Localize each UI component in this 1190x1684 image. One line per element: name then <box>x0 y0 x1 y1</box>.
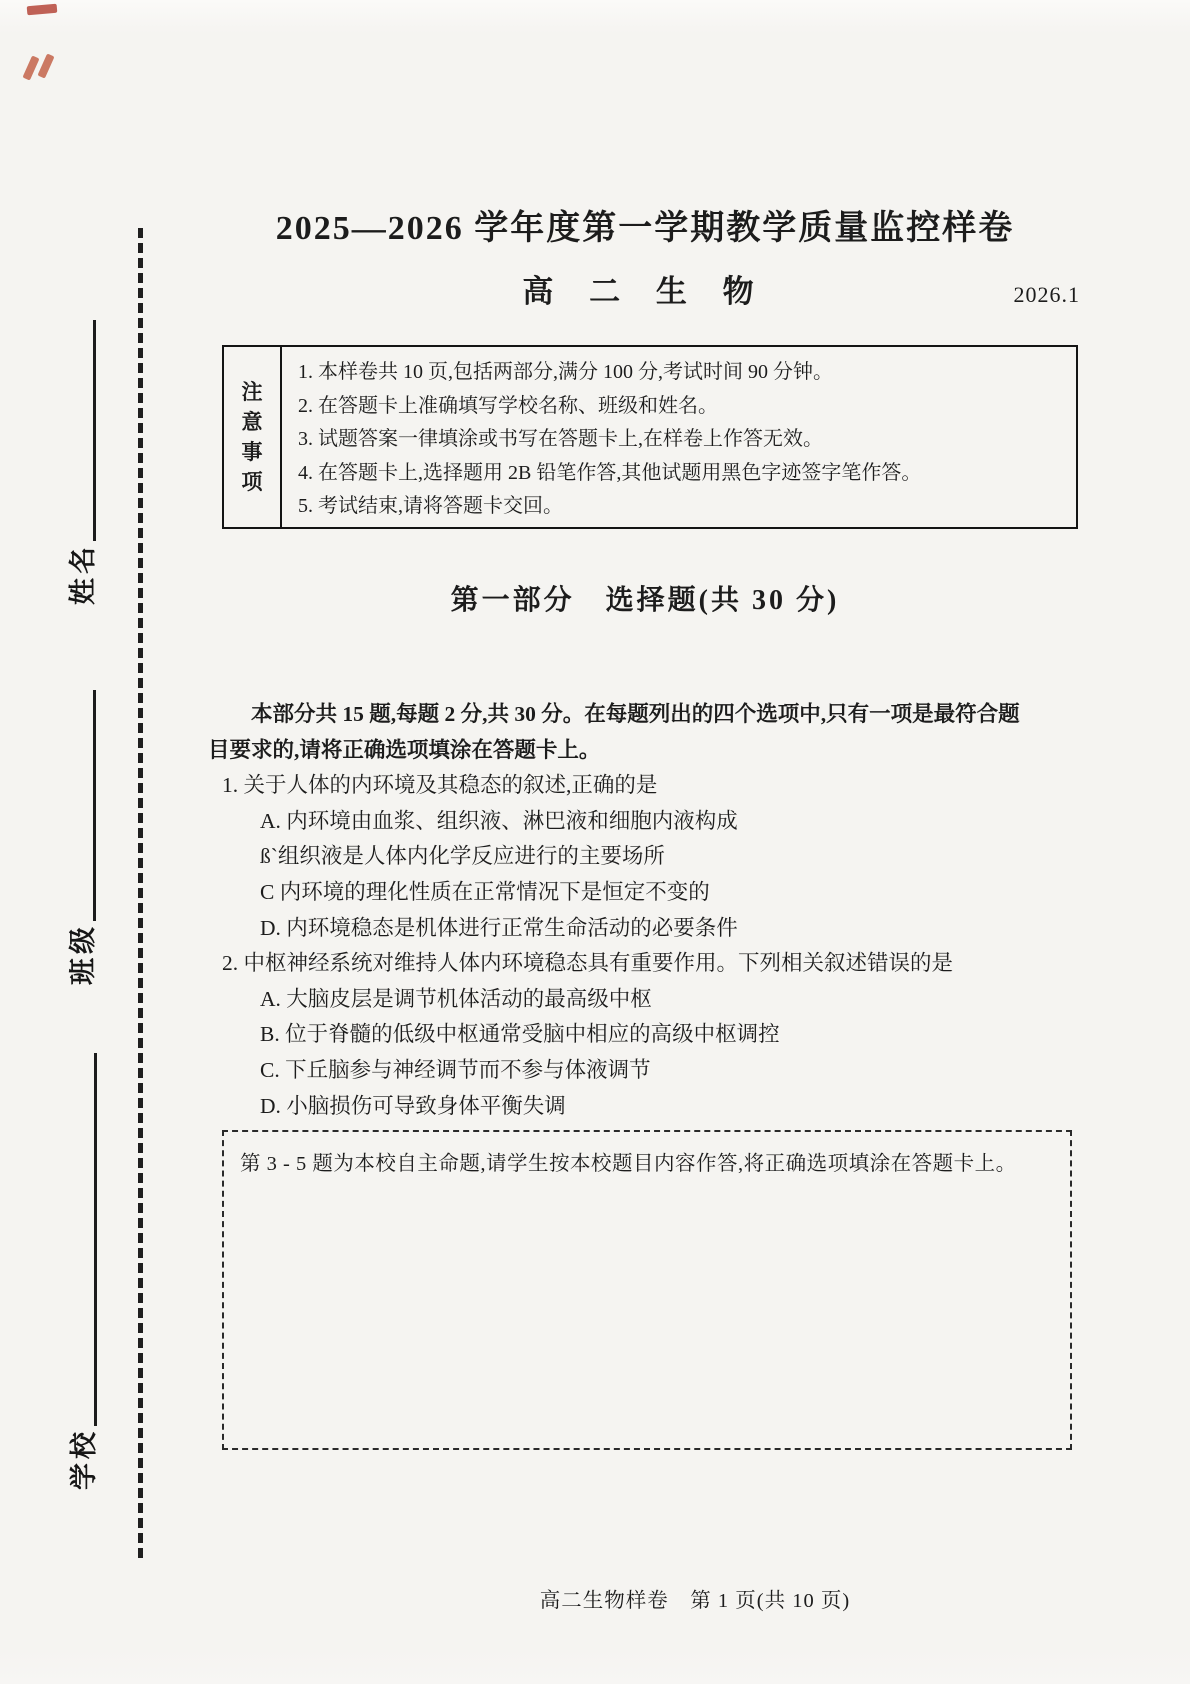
subject-title: 高 二 生 物 <box>522 274 768 309</box>
notice-item: 5. 考试结束,请将答题卡交回。 <box>298 495 563 517</box>
self-authored-note-text: 第 3 - 5 题为本校自主命题,请学生按本校题目内容作答,将正确选项填涂在答题卡上。 <box>240 1153 1017 1175</box>
notice-label: 注意事项 <box>241 380 263 494</box>
exam-date: 2026.1 <box>1013 282 1080 307</box>
page-footer: 高二生物样卷 第 1 页(共 10 页) <box>539 1590 851 1612</box>
question-column <box>208 697 1098 1124</box>
question-1-number: 1. <box>222 773 239 798</box>
question-2-stem-text: 中枢神经系统对维持人体内环境稳态具有重要作用。下列相关叙述错误的是 <box>243 951 954 976</box>
notice-item: 4. 在答题卡上,选择题用 2B 铅笔作答,其他试题用黑色字迹签字笔作答。 <box>298 461 922 484</box>
section-intro-line: 本部分共 15 题,每题 2 分,共 30 分。在每题列出的四个选项中,只有一项是最符合题 <box>251 702 1020 726</box>
notice-item: 2. 在答题卡上准确填写学校名称、班级和姓名。 <box>298 394 718 417</box>
question-2-option-d: D. 小脑损伤可导致身体平衡失调 <box>260 1093 566 1118</box>
question-2-option-a: A. 大脑皮层是调节机体活动的最高级中枢 <box>260 986 652 1011</box>
question-2-number: 2. <box>222 951 239 976</box>
notice-item: 3. 试题答案一律填涂或书写在答题卡上,在样卷上作答无效。 <box>298 428 823 450</box>
question-1-option-d: D. 内环境稳态是机体进行正常生命活动的必要条件 <box>260 915 738 940</box>
red-scan-mark <box>22 55 39 80</box>
class-label: 班级 <box>68 923 98 985</box>
question-2-stem <box>208 946 1098 982</box>
question-1-stem <box>208 768 1098 804</box>
school-label: 学校 <box>69 1428 99 1490</box>
class-blank-line <box>93 690 96 921</box>
notice-box <box>222 345 1078 529</box>
self-authored-note-box <box>222 1130 1072 1450</box>
page-title: 2025—2026 学年度第一学期教学质量监控样卷 <box>275 210 1015 247</box>
name-blank-field <box>64 320 100 605</box>
name-blank-line <box>93 320 96 541</box>
binding-dashed-line <box>138 228 143 1558</box>
question-1-stem-text: 关于人体的内环境及其稳态的叙述,正确的是 <box>243 773 658 798</box>
class-blank-field <box>64 690 100 985</box>
red-scan-mark <box>27 4 58 16</box>
school-blank-line <box>94 1053 97 1426</box>
notice-item: 1. 本样卷共 10 页,包括两部分,满分 100 分,考试时间 90 分钟。 <box>298 361 833 383</box>
exam-page <box>150 0 1140 1684</box>
name-label: 姓名 <box>68 543 98 605</box>
notice-label-cell <box>224 347 282 527</box>
question-2-option-c: C. 下丘脑参与神经调节而不参与体液调节 <box>260 1057 651 1082</box>
question-1-option-c: C 内环境的理化性质在正常情况下是恒定不变的 <box>260 879 710 904</box>
question-1-option-b: ß`组织液是人体内化学反应进行的主要场所 <box>260 844 665 869</box>
section-intro-line: 目要求的,请将正确选项填涂在答题卡上。 <box>208 737 601 762</box>
red-scan-mark <box>37 53 54 78</box>
section-heading: 第一部分 选择题(共 30 分) <box>450 585 840 616</box>
question-2-option-b: B. 位于脊髓的低级中枢通常受脑中相应的高级中枢调控 <box>260 1022 780 1047</box>
school-blank-field <box>65 1053 101 1490</box>
notice-items <box>282 347 1076 527</box>
question-1-option-a: A. 内环境由血浆、组织液、淋巴液和细胞内液构成 <box>260 808 738 833</box>
